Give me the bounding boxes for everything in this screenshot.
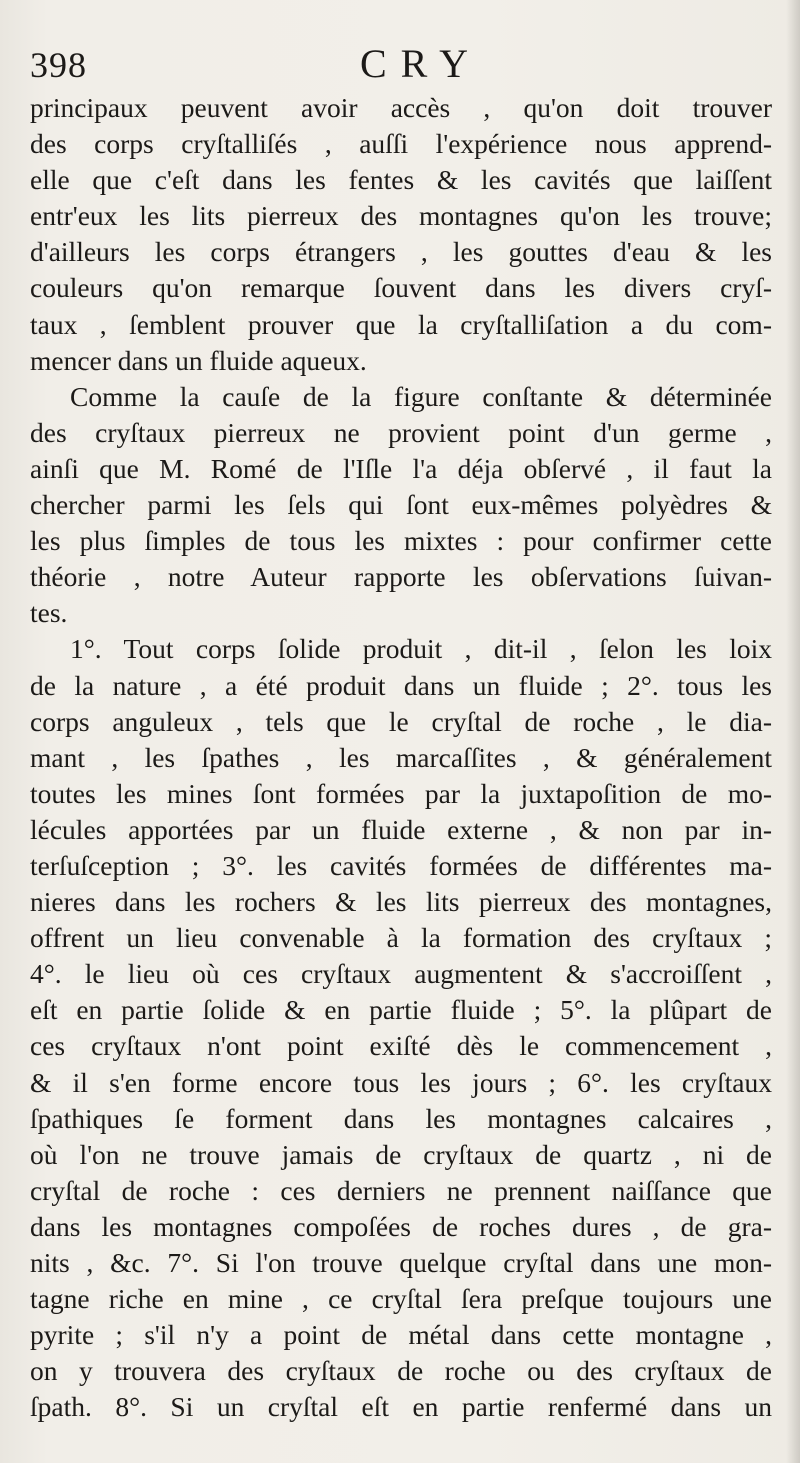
- text-line: principaux peuvent avoir accès , qu'on doit trouver: [30, 92, 772, 123]
- text-line: on y trouvera des cryſtaux de roche ou des cryſtaux de: [30, 1355, 772, 1387]
- page-number: 398: [30, 45, 87, 85]
- text-line: Comme la cauſe de la figure conſtante & déterminée: [70, 380, 772, 412]
- text-line: & il s'en forme encore tous les jours ; 6°. les cryſtaux: [30, 1066, 772, 1098]
- text-line: ainſi que M. Romé de l'Iſle l'a déja obſervé , il faut la: [30, 452, 772, 484]
- text-line: ſpath. 8°. Si un cryſtal eſt en partie renfermé dans un: [30, 1391, 772, 1423]
- body-text: [30, 90, 772, 1425]
- page-edge-shadow: [786, 0, 800, 1463]
- text-line: offrent un lieu convenable à la formation des cryſtaux ;: [30, 922, 772, 954]
- text-line: des cryſtaux pierreux ne provient point d'un germe ,: [30, 416, 772, 448]
- text-line: d'ailleurs les corps étrangers , les gouttes d'eau & les: [30, 236, 772, 268]
- text-line: théorie , notre Auteur rapporte les obſervations ſuivan-: [30, 561, 772, 593]
- text-line: tes.: [30, 597, 68, 629]
- text-line: mencer dans un fluide aqueux.: [30, 344, 367, 376]
- text-line: toutes les mines ſont formées par la juxtapoſition de mo-: [30, 777, 772, 809]
- text-line: lécules apportées par un fluide externe , & non par in-: [30, 813, 772, 845]
- text-line: elle que c'eſt dans les fentes & les cavités que laiſſent: [30, 164, 772, 196]
- text-line: des corps cryſtalliſés , auſſi l'expérience nous apprend-: [30, 128, 772, 160]
- text-line: ſpathiques ſe forment dans les montagnes calcaires ,: [30, 1102, 772, 1134]
- text-line: dans les montagnes compoſées de roches dures , de gra-: [30, 1210, 772, 1242]
- text-line: où l'on ne trouve jamais de cryſtaux de quartz , ni de: [30, 1138, 772, 1170]
- text-line: les plus ſimples de tous les mixtes : pour confirmer cette: [30, 525, 772, 557]
- page-header: [30, 40, 775, 90]
- text-line: 1°. Tout corps ſolide produit , dit-il , ſelon les loix: [70, 633, 772, 665]
- text-line: ces cryſtaux n'ont point exiſté dès le commencement ,: [30, 1030, 772, 1062]
- text-line: tagne riche en mine , ce cryſtal ſera preſque toujours une: [30, 1283, 772, 1315]
- running-head: CRY: [360, 41, 483, 86]
- text-line: taux , ſemblent prouver que la cryſtalliſation a du com-: [30, 308, 772, 340]
- text-line: chercher parmi les ſels qui ſont eux-mêmes polyèdres &: [30, 489, 772, 521]
- text-line: entr'eux les lits pierreux des montagnes qu'on les trouve;: [30, 200, 772, 232]
- text-line: nieres dans les rochers & les lits pierreux des montagnes,: [30, 886, 772, 918]
- text-line: pyrite ; s'il n'y a point de métal dans cette montagne ,: [30, 1319, 772, 1351]
- text-line: eſt en partie ſolide & en partie fluide ; 5°. la plûpart de: [30, 994, 772, 1026]
- text-line: terſuſception ; 3°. les cavités formées de différentes ma-: [30, 849, 772, 881]
- text-line: mant , les ſpathes , les marcaſſites , & généralement: [30, 741, 772, 773]
- text-line: de la nature , a été produit dans un fluide ; 2°. tous les: [30, 669, 772, 701]
- text-line: corps anguleux , tels que le cryſtal de roche , le dia-: [30, 705, 772, 737]
- text-line: cryſtal de roche : ces derniers ne prennent naiſſance que: [30, 1174, 772, 1206]
- text-line: couleurs qu'on remarque ſouvent dans les divers cryſ-: [30, 272, 772, 304]
- text-line: nits , &c. 7°. Si l'on trouve quelque cryſtal dans une mon-: [30, 1247, 772, 1278]
- text-line: 4°. le lieu où ces cryſtaux augmentent & s'accroiſſent ,: [30, 958, 772, 990]
